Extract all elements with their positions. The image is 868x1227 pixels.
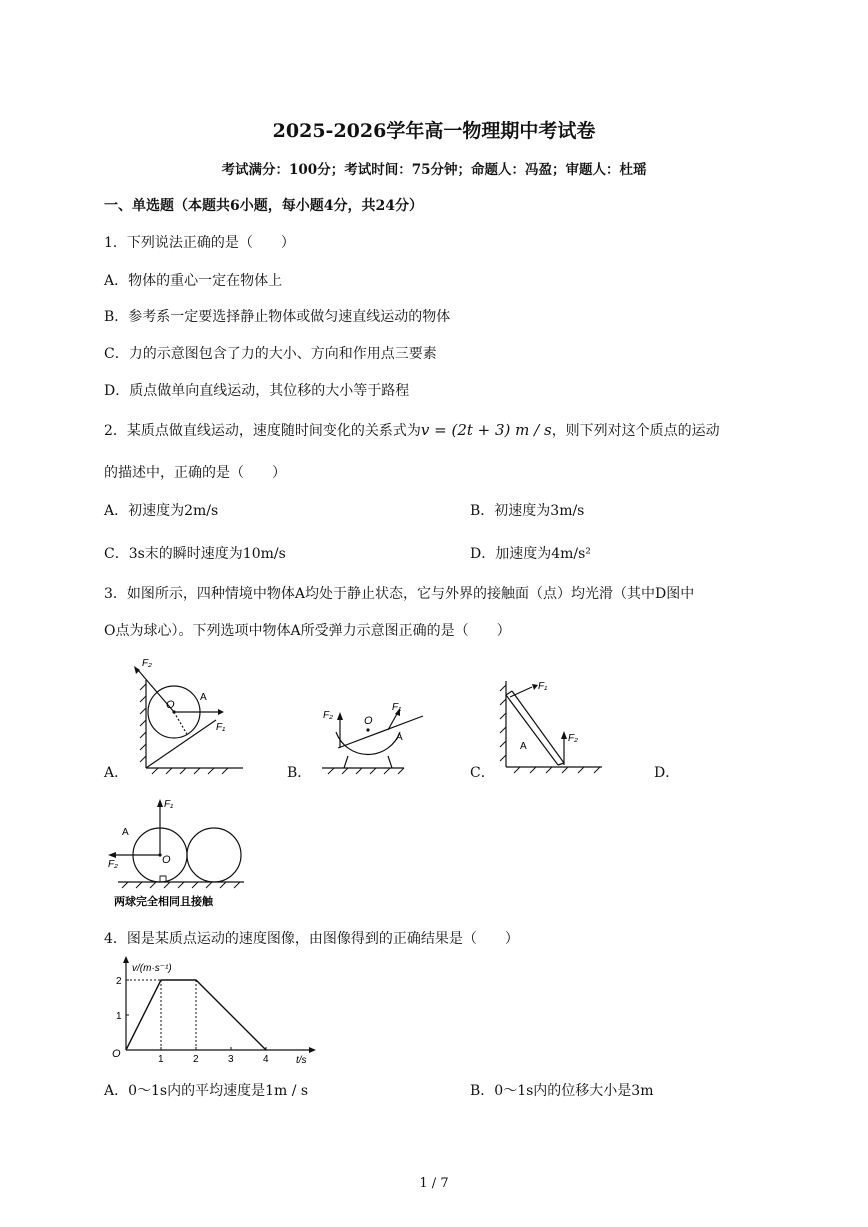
figure-a-f1-label: F₁: [216, 722, 226, 733]
x-axis-label: t/s: [296, 1055, 307, 1065]
figure-c-a-label: A: [520, 741, 527, 752]
exam-info: 考试满分：100分；考试时间：75分钟；命题人：冯盈；审题人：杜瑶: [221, 162, 647, 178]
q1-option-c: C．力的示意图包含了力的大小、方向和作用点三要素: [104, 346, 437, 362]
q1-option-a: A．物体的重心一定在物体上: [104, 273, 283, 289]
figure-a-a-label: A: [200, 692, 207, 703]
x-tick-label: 1: [158, 1054, 164, 1065]
q2-option-c: C．3s末的瞬时速度为10m/s: [104, 546, 286, 562]
q1-stem: 1．下列说法正确的是（ ）: [104, 235, 295, 251]
x-tick-label: 3: [228, 1054, 234, 1065]
figure-d-caption: 两球完全相同且接触: [114, 896, 213, 908]
figure-c-f2-label: F₂: [568, 733, 578, 744]
figure-a-o-label: O: [166, 699, 175, 711]
q3-option-c-label: C．: [470, 765, 495, 781]
figure-a: [128, 650, 248, 775]
figure-b-f1-label: F₁: [392, 702, 402, 713]
origin-label: O: [112, 1048, 121, 1060]
velocity-line: [126, 980, 266, 1050]
q2-option-b: B．初速度为3m/s: [470, 503, 585, 519]
figure-b: [318, 690, 433, 775]
q3-option-a-label: A．: [104, 765, 129, 781]
figure-d-o-label: O: [162, 854, 171, 866]
q2-stem-b: ，则下列对这个质点的运动: [551, 423, 720, 439]
x-tick-label: 4: [263, 1054, 269, 1065]
figure-d-a-label: A: [122, 827, 129, 838]
section-heading: 一、单选题（本题共6小题，每小题4分，共24分）: [104, 198, 423, 214]
q3-stem-line2: O点为球心）。下列选项中物体A所受弹力示意图正确的是（ ）: [104, 623, 511, 639]
figure-b-o-label: O: [364, 715, 373, 727]
figure-b-f2-label: F₂: [323, 710, 333, 721]
y-axis-label: v/(m·s⁻¹): [132, 963, 172, 974]
q4-velocity-time-graph: [104, 955, 319, 1065]
page-number: 1 / 7: [419, 1176, 449, 1191]
q4-stem: 4．图是某质点运动的速度图像，由图像得到的正确结果是（ ）: [104, 931, 519, 947]
figure-a-f2-label: F₂: [142, 658, 152, 669]
q2-option-d: D．加速度为4m/s²: [470, 546, 591, 562]
figure-d-f2-label: F₂: [108, 859, 118, 870]
y-axis-arrow: [123, 956, 129, 963]
q3-option-b-label: B．: [287, 765, 312, 781]
q3-option-d-label: D．: [654, 765, 680, 781]
q4-option-b: B．0～1s内的位移大小是3m: [470, 1083, 654, 1099]
figure-b-a-label: A: [396, 732, 403, 743]
q2-stem-line2: 的描述中，正确的是（ ）: [104, 465, 286, 481]
x-tick-label: 2: [193, 1054, 199, 1065]
q1-option-d: D．质点做单向直线运动，其位移的大小等于路程: [104, 383, 410, 399]
q2-stem-line1: [104, 420, 720, 440]
q1-option-b: B．参考系一定要选择静止物体或做匀速直线运动的物体: [104, 309, 451, 325]
page-title: 2025-2026学年高一物理期中考试卷: [272, 120, 596, 142]
q2-formula: v = (2t + 3) m / s: [420, 421, 552, 439]
q4-option-a: A．0～1s内的平均速度是1m / s: [104, 1083, 309, 1099]
q2-stem-a: 2．某质点做直线运动，速度随时间变化的关系式为: [104, 423, 421, 439]
y-tick-label: 2: [116, 976, 122, 987]
figure-c-f1-label: F₁: [538, 681, 548, 692]
q2-option-a: A．初速度为2m/s: [104, 503, 219, 519]
y-tick-label: 1: [116, 1011, 122, 1022]
figure-c: [496, 675, 606, 775]
x-axis-arrow: [309, 1047, 316, 1053]
q3-stem-line1: 3．如图所示，四种情境中物体A均处于静止状态，它与外界的接触面（点）均光滑（其中D图中: [104, 586, 695, 602]
figure-d: [104, 795, 254, 910]
figure-d-f1-label: F₁: [164, 799, 174, 810]
